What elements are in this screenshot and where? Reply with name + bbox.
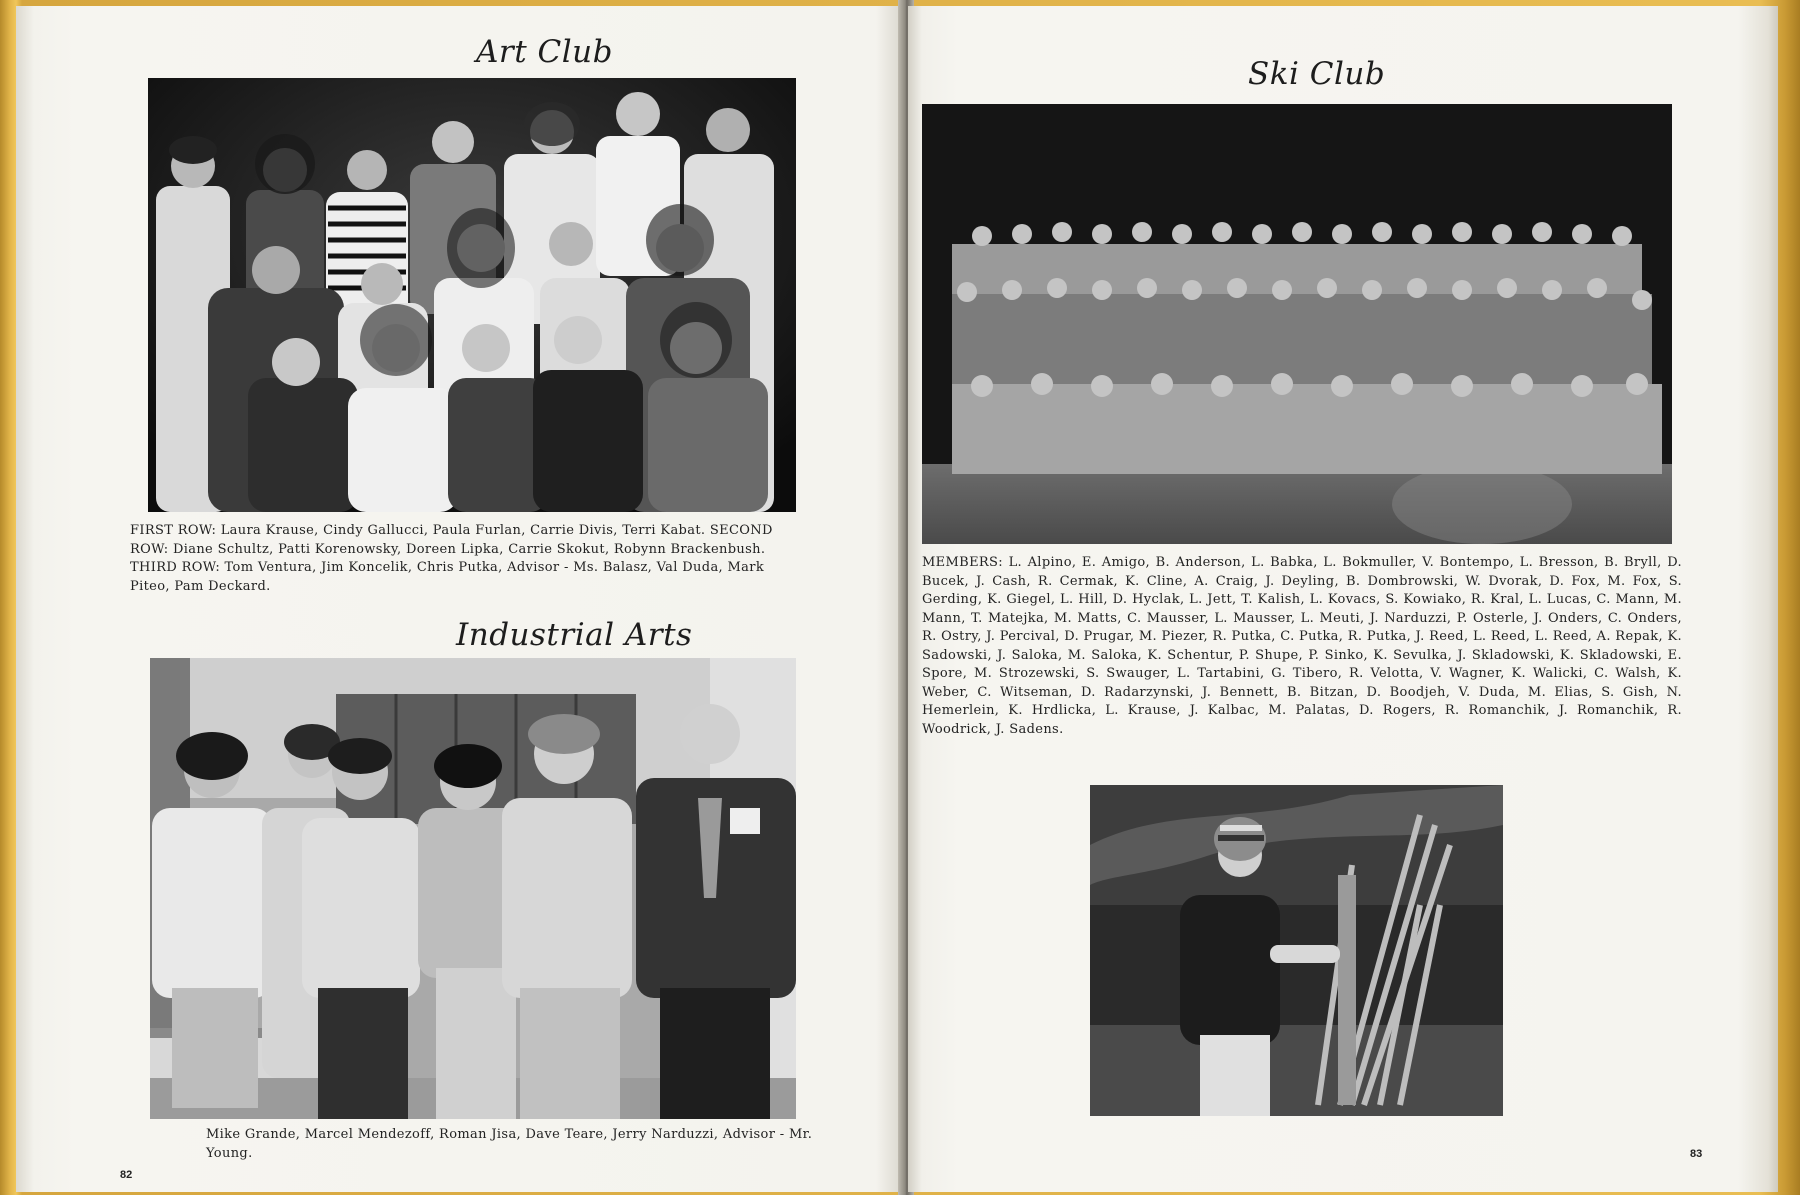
page-number-right: 83 (1690, 1148, 1703, 1160)
art-club-heading: Art Club (476, 34, 613, 70)
art-club-photo (148, 78, 796, 512)
ski-club-photo (922, 104, 1672, 544)
art-club-caption: FIRST ROW: Laura Krause, Cindy Gallucci, Paula Furlan, Carrie Divis, Terri Kabat. SECOND ROW: Diane Schultz, Patti Korenowsky, Doreen Lipka, Carrie Skokut, Robynn Brackenbush. THIRD ROW: Tom Ventura, Jim Koncelik, Chris Putka, Advisor - Ms. Balasz, Val Duda, Mark Piteo, Pam Deckard. (130, 523, 773, 594)
page-number-left: 82 (120, 1169, 133, 1181)
industrial-arts-photo (150, 658, 796, 1119)
left-page (16, 6, 904, 1192)
ski-rack-photo (1090, 785, 1503, 1116)
right-page (908, 6, 1778, 1192)
ski-club-heading: Ski Club (1248, 56, 1386, 92)
ski-club-members: MEMBERS: L. Alpino, E. Amigo, B. Anderson, L. Babka, L. Bokmuller, V. Bontempo, L. Bresson, B. Bryll, D. Bucek, J. Cash, R. Cermak, K. Cline, A. Craig, J. Deyling, B. Dombrowski, W. Dvorak, D. Fox, M. Fox, S. Gerding, K. Giegel, L. Hill, D. Hyclak, L. Jett, T. Kalish, L. Kovacs, S. Kowiako, R. Kral, L. Lucas, C. Mann, M. Mann, T. Matejka, M. Matts, C. Mausser, L. Mausser, L. Meuti, J. Narduzzi, P. Osterle, J. Onders, C. Onders, R. Ostry, J. Percival, D. Prugar, M. Piezer, R. Putka, C. Putka, R. Putka, J. Reed, L. Reed, L. Reed, A. Repak, K. Sadowski, J. Saloka, M. Saloka, K. Schentur, P. Shupe, P. Sinko, K. Sevulka, J. Skladowski, K. Skladowski, E. Spore, M. Strozewski, S. Swauger, L. Tartabini, G. Tibero, R. Velotta, V. Wagner, K. Walicki, C. Walsh, K. Weber, C. Witseman, D. Radarzynski, J. Bennett, B. Bitzan, D. Boodjeh, V. Duda, M. Elias, S. Gish, N. Hemerlein, K. Hrdlicka, L. Krause, J. Kalbac, M. Palatas, D. Rogers, R. Romanchik, J. Romanchik, R. Woodrick, J. Sadens. (922, 555, 1682, 737)
industrial-arts-caption: Mike Grande, Marcel Mendezoff, Roman Jisa, Dave Teare, Jerry Narduzzi, Advisor - Mr. Young. (206, 1127, 813, 1161)
industrial-arts-heading: Industrial Arts (456, 617, 693, 653)
